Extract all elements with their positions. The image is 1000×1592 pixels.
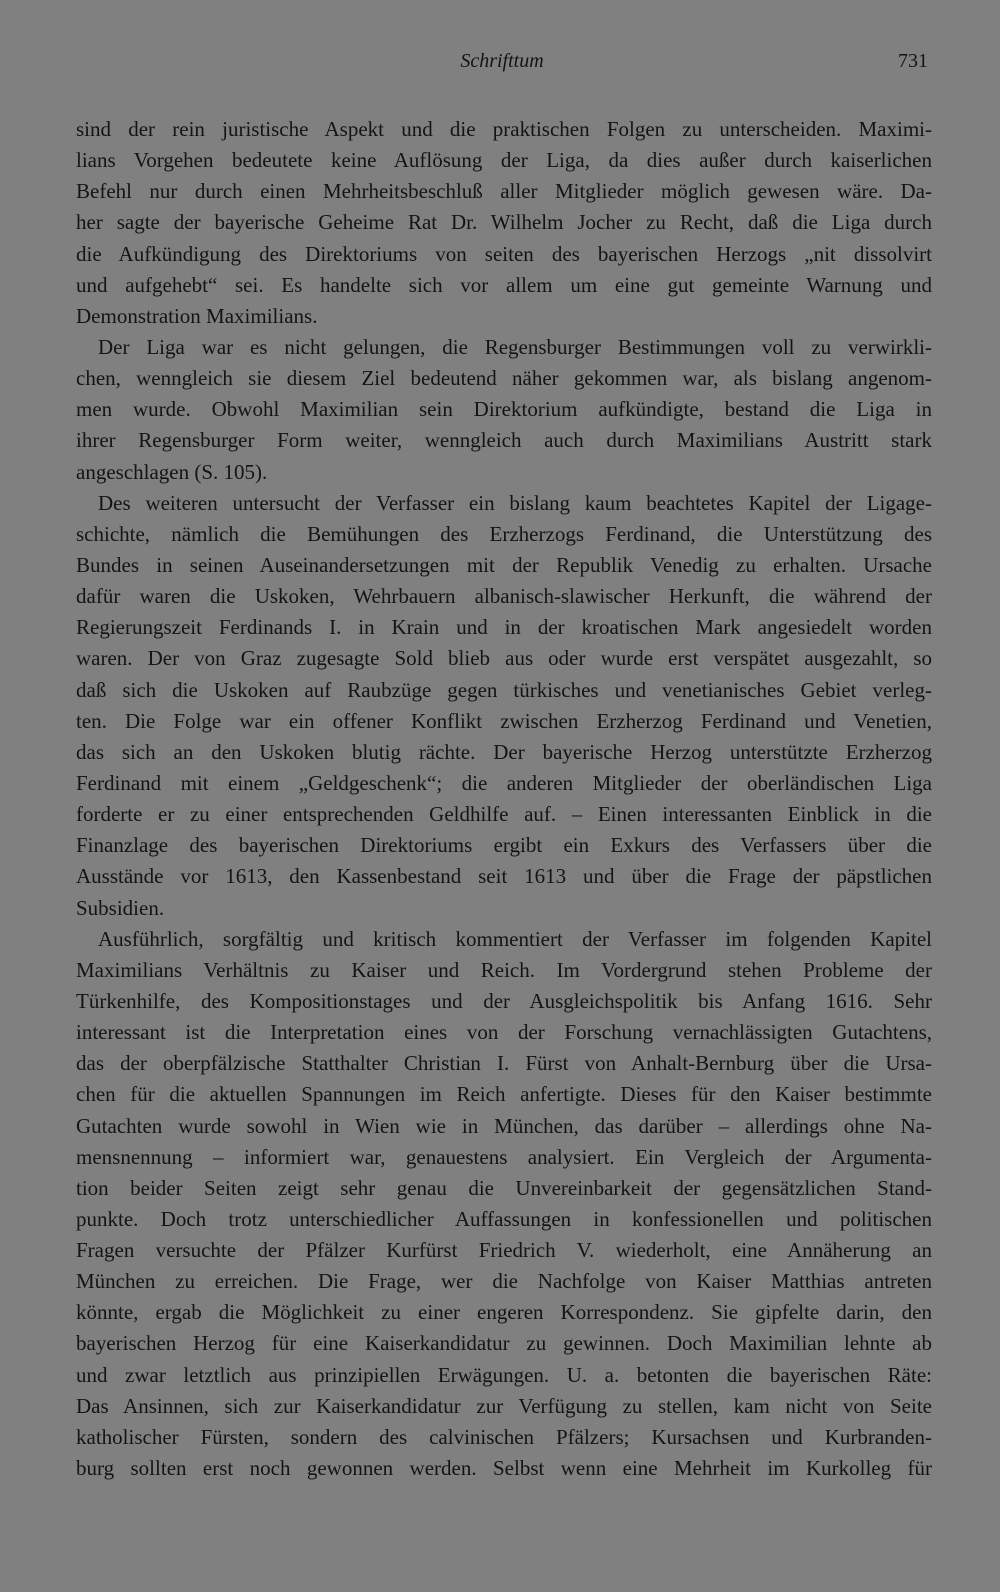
text-line: Ausführlich, sorgfältig und kritisch kommentiert der Verfasser im folgenden Kapitel: [98, 926, 932, 951]
text-line: Fragen versuchte der Pfälzer Kurfürst Friedrich V. wiederholt, eine Annäherung an: [76, 1238, 932, 1263]
text-line: sind der rein juristische Aspekt und die praktischen Folgen zu unterscheiden. Maximi-: [76, 117, 932, 141]
text-line: angeschlagen (S. 105).: [76, 459, 268, 484]
text-line: chen für die aktuellen Spannungen im Reich anfertigte. Dieses für den Kaiser bestimmte: [76, 1082, 932, 1107]
text-line: das der oberpfälzische Statthalter Christian I. Fürst von Anhalt-Bernburg über die Ursa-: [76, 1051, 932, 1076]
text-line: könnte, ergab die Möglichkeit zu einer engeren Korrespondenz. Sie gipfelte darin, den: [76, 1300, 932, 1325]
text-line: Bundes in seinen Auseinandersetzungen mit der Republik Venedig zu erhalten. Ursache: [76, 552, 932, 577]
text-line: bayerischen Herzog für eine Kaiserkandidatur zu gewinnen. Doch Maximilian lehnte ab: [76, 1331, 932, 1356]
text-line: burg sollten erst noch gewonnen werden. Selbst wenn eine Mehrheit im Kurkolleg für: [76, 1456, 932, 1481]
text-line: interessant ist die Interpretation eines von der Forschung vernachlässigten Gutachtens,: [76, 1020, 932, 1045]
text-line: katholischer Fürsten, sondern des calvinischen Pfälzers; Kursachsen und Kurbranden-: [76, 1424, 932, 1449]
text-line: das sich an den Uskoken blutig rächte. Der bayerische Herzog unterstützte Erzherzog: [76, 739, 932, 764]
text-line: Ferdinand mit einem „Geldgeschenk“; die anderen Mitglieder der oberländischen Liga: [76, 770, 932, 795]
text-line: punkte. Doch trotz unterschiedlicher Auffassungen in konfessionellen und politischen: [76, 1206, 932, 1231]
text-line: ten. Die Folge war ein offener Konflikt zwischen Erzherzog Ferdinand und Venetien,: [76, 708, 932, 733]
page-number: 731: [898, 50, 928, 72]
text-line: und zwar letztlich aus prinzipiellen Erwägungen. U. a. betonten die bayerischen Räte:: [76, 1362, 932, 1387]
text-line: Regierungszeit Ferdinands I. in Krain und in der kroatischen Mark angesiedelt worden: [76, 615, 932, 640]
text-line: Subsidien.: [76, 895, 165, 920]
text-line: Der Liga war es nicht gelungen, die Regensburger Bestimmungen voll zu verwirkli-: [98, 334, 932, 359]
text-line: München zu erreichen. Die Frage, wer die Nachfolge von Kaiser Matthias antreten: [76, 1269, 932, 1294]
text-line: Des weiteren untersucht der Verfasser ein bislang kaum beachtetes Kapitel der Ligage-: [98, 490, 932, 515]
text-line: forderte er zu einer entsprechenden Geldhilfe auf. – Einen interessanten Einblick in die: [76, 802, 932, 827]
body-text: [76, 114, 932, 1484]
text-line: Gutachten wurde sowohl in Wien wie in München, das darüber – allerdings ohne Na-: [76, 1113, 932, 1138]
text-line: waren. Der von Graz zugesagte Sold blieb aus oder wurde erst verspätet ausgezahlt, so: [76, 646, 932, 671]
text-line: mensnennung – informiert war, genauestens analysiert. Ein Vergleich der Argumenta-: [76, 1144, 932, 1169]
text-line: die Aufkündigung des Direktoriums von seiten des bayerischen Herzogs „nit dissolvirt: [76, 241, 932, 266]
running-title: Schrifttum: [460, 50, 544, 72]
text-line: Das Ansinnen, sich zur Kaiserkandidatur zur Verfügung zu stellen, kam nicht von Seite: [76, 1393, 932, 1418]
text-line: her sagte der bayerische Geheime Rat Dr. Wilhelm Jocher zu Recht, daß die Liga durch: [76, 210, 932, 235]
text-line: men wurde. Obwohl Maximilian sein Direktorium aufkündigte, bestand die Liga in: [76, 397, 932, 422]
text-line: Türkenhilfe, des Kompositionstages und der Ausgleichspolitik bis Anfang 1616. Sehr: [76, 988, 932, 1013]
text-line: daß sich die Uskoken auf Raubzüge gegen türkisches und venetianisches Gebiet verleg-: [76, 677, 932, 702]
text-line: Finanzlage des bayerischen Direktoriums ergibt ein Exkurs des Verfassers über die: [76, 833, 932, 858]
text-line: und aufgehebt“ sei. Es handelte sich vor allem um eine gut gemeinte Warnung und: [76, 272, 932, 297]
text-line: Ausstände vor 1613, den Kassenbestand seit 1613 und über die Frage der päpstlichen: [76, 864, 932, 889]
text-line: Befehl nur durch einen Mehrheitsbeschluß aller Mitglieder möglich gewesen wäre. Da-: [76, 179, 932, 204]
text-line: lians Vorgehen bedeutete keine Auflösung der Liga, da dies außer durch kaiserlichen: [76, 148, 932, 173]
text-line: dafür waren die Uskoken, Wehrbauern albanisch-slawischer Herkunft, die während der: [76, 584, 932, 609]
page-header: [76, 50, 928, 80]
text-line: schichte, nämlich die Bemühungen des Erzherzogs Ferdinand, die Unterstützung des: [76, 521, 932, 546]
text-line: ihrer Regensburger Form weiter, wenngleich auch durch Maximilians Austritt stark: [76, 428, 932, 453]
text-line: Demonstration Maximilians.: [76, 303, 318, 328]
text-line: Maximilians Verhältnis zu Kaiser und Reich. Im Vordergrund stehen Probleme der: [76, 957, 932, 982]
text-line: tion beider Seiten zeigt sehr genau die Unvereinbarkeit der gegensätzlichen Stand-: [76, 1175, 932, 1200]
text-line: chen, wenngleich sie diesem Ziel bedeutend näher gekommen war, als bislang angenom-: [76, 366, 932, 391]
